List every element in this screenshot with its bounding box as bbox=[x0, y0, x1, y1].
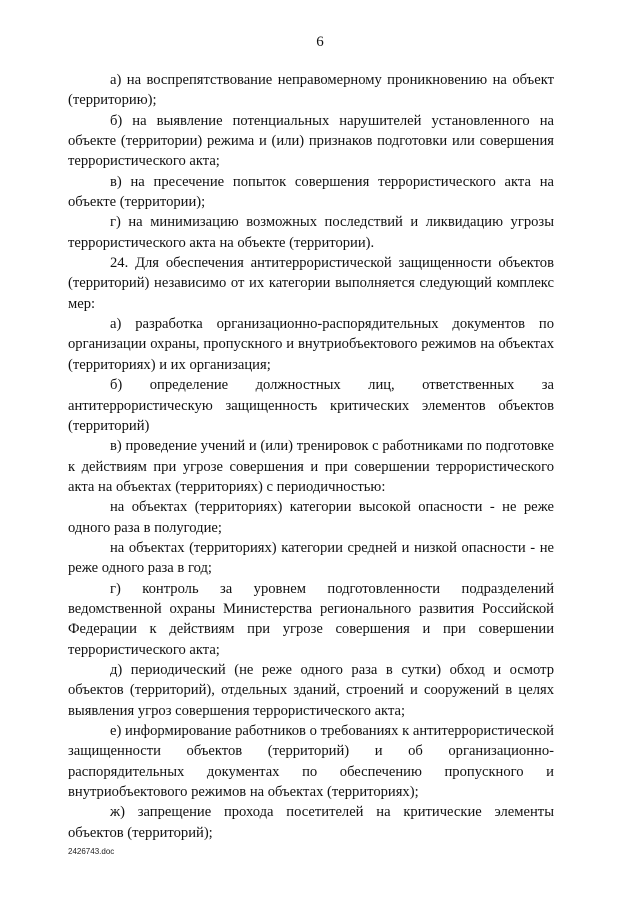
paragraph-measure-g: г) контроль за уровнем подготовленности подразделений ведомственной охраны Министерства регионального развития Российской Федерации к действиям при угрозе совершения и при совершении террористического акта; bbox=[68, 580, 554, 658]
paragraph-high-danger: на объектах (территориях) категории высокой опасности - не реже одного раза в полугодие; bbox=[68, 499, 554, 536]
paragraph-medium-low-danger: на объектах (территориях) категории средней и низкой опасности - не реже одного раза в год; bbox=[68, 539, 554, 577]
page-number: 6 bbox=[316, 34, 324, 50]
paragraph-measure-b: б) определение должностных лиц, ответственных за антитеррористическую защищенность критических элементов объектов (территорий) bbox=[68, 377, 554, 434]
paragraph-item-b: б) на выявление потенциальных нарушителей установленного на объекте (территории) режима и (или) признаков подготовки или совершения террористического акта; bbox=[68, 112, 554, 170]
paragraph-measure-v: в) проведение учений и (или) тренировок с работниками по подготовке к действиям при угрозе совершения и при совершении террористического акта на объектах (территориях) с периодичностью: bbox=[68, 438, 554, 495]
paragraph-clause-24: 24. Для обеспечения антитеррористической защищенности объектов (территорий) независимо от их категории выполняется следующий комплекс мер: bbox=[68, 255, 554, 312]
paragraph-measure-a: а) разработка организационно-распорядительных документов по организации охраны, пропускного и внутриобъектового режимов на объектах (территориях) и их организация; bbox=[68, 316, 554, 373]
paragraph-item-a: а) на воспрепятствование неправомерному проникновению на объект (территорию); bbox=[68, 72, 554, 109]
document-body bbox=[68, 70, 554, 843]
paragraph-item-v: в) на пресечение попыток совершения террористического акта на объекте (территории); bbox=[68, 173, 554, 211]
footer-doc-code: 2426743.doc bbox=[68, 847, 115, 856]
paragraph-measure-d: д) периодический (не реже одного раза в сутки) обход и осмотр объектов (территорий), отдельных зданий, строений и сооружений в целях выявления угроз совершения террористического акта; bbox=[68, 661, 554, 719]
paragraph-item-g: г) на минимизацию возможных последствий и ликвидацию угрозы террористического акта на объекте (территории). bbox=[68, 214, 554, 251]
paragraph-measure-e: е) информирование работников о требованиях к антитеррористической защищенности объектов (территорий) и об организационно-распорядительных документах по обеспечению пропускного и внутриобъектового режимов на объектах (территориях); bbox=[68, 723, 554, 801]
paragraph-measure-zh: ж) запрещение прохода посетителей на критические элементы объектов (территорий); bbox=[68, 804, 554, 841]
